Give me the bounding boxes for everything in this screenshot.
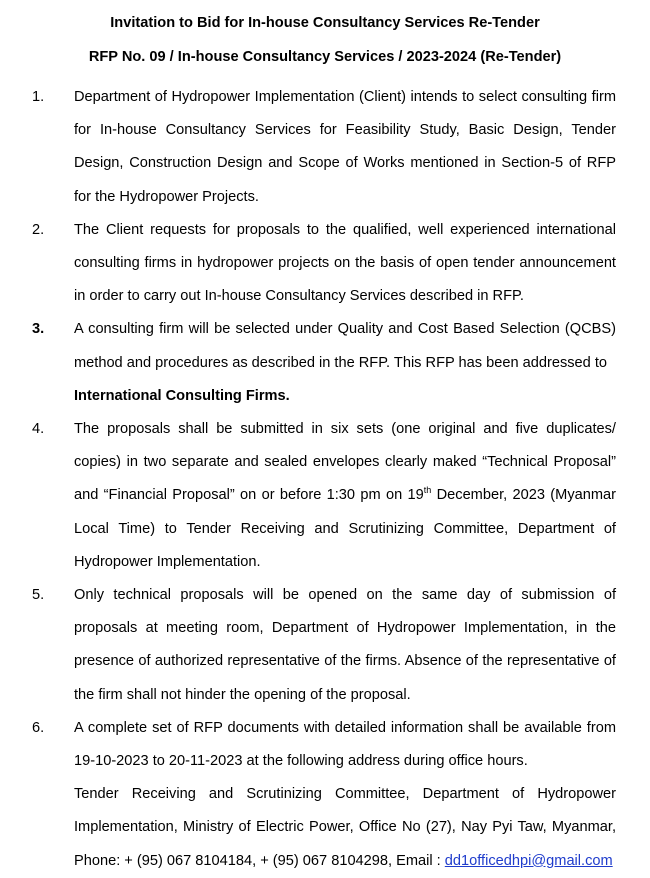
list-item-1 [0,81,650,214]
item-number: 5. [32,587,45,604]
list-item-6 [0,712,650,878]
address-text: Tender Receiving and Scrutinizing Committee, Department of Hydropower Implementation, Ministry of Electric Power, Office No (27), Nay Pyi Taw, Myanmar, Phone: + (95) 067 8104184, + (95) 067 8104298, Email : [74,786,616,869]
item-number: 1. [32,89,45,105]
list-item-5 [0,579,650,712]
item-number: 6. [32,719,45,736]
list-item-3 [0,313,650,413]
list-item-4 [0,413,650,579]
contact-address [74,778,616,878]
item-text-main: A consulting firm will be selected under Quality and Cost Based Selection (QCBS) method and procedures as described in the RFP. This RFP has been addressed to [74,321,616,371]
item-text [74,413,616,579]
item-number: 2. [32,221,45,238]
document-title: Invitation to Bid for In-house Consultancy Services Re-Tender [110,15,540,31]
ordinal-suffix: th [423,485,432,496]
item-text-bold: International Consulting Firms. [74,387,290,404]
list-item-2 [0,214,650,314]
item-text-part-a: The proposals shall be submitted in six sets (one original and five duplicates/ copies) in two separate and sealed envelopes clearly maked “Technical Proposal” and “Financial Proposal” on or before 1:30 pm on 19 [74,421,616,504]
numbered-list [0,81,650,878]
item-text-part-b: December, 2023 (Myanmar Local Time) to Tender Receiving and Scrutinizing Committee, Department of Hydropower Implementation. [74,487,616,570]
item-text: The Client requests for proposals to the qualified, well experienced international consulting firms in hydropower projects on the basis of open tender announcement in order to carry out In-house Consultancy Services described in RFP. [74,221,616,305]
email-link[interactable]: dd1officedhpi@gmail.com [444,852,613,869]
item-number: 4. [32,421,45,438]
rfp-number: RFP No. 09 / In-house Consultancy Services / 2023-2024 (Re-Tender) [88,49,562,65]
item-text: Department of Hydropower Implementation (Client) intends to select consulting firm for In-house Consultancy Services for Feasibility Study, Basic Design, Tender Design, Construction Design and Scope of Works mentioned in Section-5 of RFP for the Hydropower Projects. [74,89,616,205]
item-text [74,313,616,413]
item-text: Only technical proposals will be opened on the same day of submission of proposals at meeting room, Department of Hydropower Implementation, in the presence of authorized representative of the firms. Absence of the representative of the firm shall not hinder the opening of the proposal. [74,587,616,703]
item-number: 3. [32,321,45,338]
item-text: A complete set of RFP documents with detailed information shall be available from 19-10-2023 to 20-11-2023 at the following address during office hours. [74,719,616,770]
